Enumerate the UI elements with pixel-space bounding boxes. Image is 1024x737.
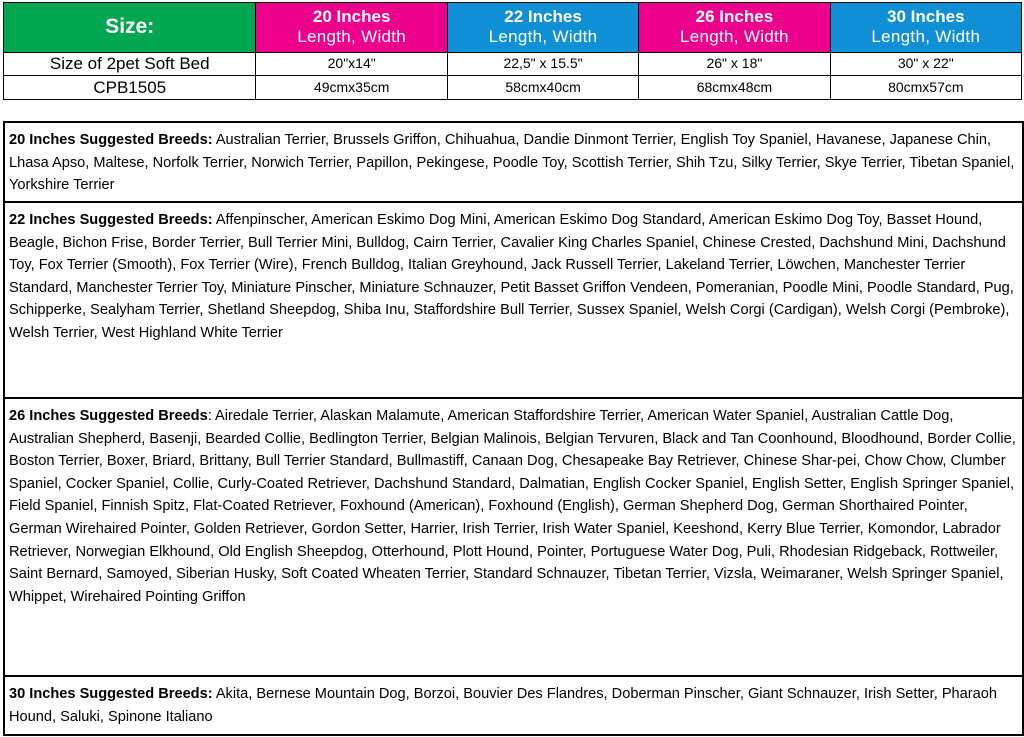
size-column-title: 20 Inches <box>312 7 391 27</box>
size-column-26 <box>639 3 830 53</box>
row-label: Size of 2pet Soft Bed <box>4 52 256 76</box>
table-cell: 20"x14" <box>256 52 447 76</box>
size-column-title: 30 Inches <box>887 7 965 27</box>
size-header-label: Size: <box>105 15 155 39</box>
breeds-26-inches <box>5 399 1022 677</box>
size-column-20 <box>256 3 447 53</box>
size-header-cell <box>4 3 256 53</box>
size-column-subtitle: Length, Width <box>680 27 789 47</box>
breed-section-title: 22 Inches Suggested Breeds: <box>9 212 213 228</box>
size-column-subtitle: Length, Width <box>297 27 407 47</box>
breed-list: Affenpinscher, American Eskimo Dog Mini, American Eskimo Dog Standard, American Eskimo Dog Toy, Basset Hound, Beagle, Bichon Frise, Border Terrier, Bull Terrier Mini, Bulldog, Cairn Terrier, Cavalier King Charles Spaniel, Chinese Crested, Dachshund Mini, Dachshund Toy, Fox Terrier (Smooth), Fox Terrier (Wire), French Bulldog, Italian Greyhound, Jack Russell Terrier, Lakeland Terrier, Löwchen, Manchester Terrier Standard, Manchester Terrier Toy, Miniature Pinscher, Miniature Schnauzer, Petit Basset Griffon Vendeen, Pomeranian, Poodle Mini, Poodle Standard, Pug, Schipperke, Sealyham Terrier, Shetland Sheepdog, Shiba Inu, Staffordshire Bull Terrier, Sussex Spaniel, Welsh Corgi (Cardigan), Welsh Corgi (Pembroke), Welsh Terrier, West Highland White Terrier <box>9 212 1014 341</box>
size-column-subtitle: Length, Width <box>488 27 598 47</box>
size-column-30 <box>830 3 1021 53</box>
table-cell: 22,5" x 15.5" <box>447 52 638 76</box>
table-cell: 68cmx48cm <box>639 76 830 100</box>
breed-list: Akita, Bernese Mountain Dog, Borzoi, Bouvier Des Flandres, Doberman Pinscher, Giant Schnauzer, Irish Setter, Pharaoh Hound, Saluki, Spinone Italiano <box>9 686 997 725</box>
table-row <box>4 76 1022 100</box>
breeds-22-inches <box>5 203 1022 399</box>
size-header-row <box>4 3 1022 53</box>
breed-list: : Airedale Terrier, Alaskan Malamute, American Staffordshire Terrier, American Water Spaniel, Australian Cattle Dog, Australian Shepherd, Basenji, Bearded Collie, Bedlington Terrier, Belgian Malinois, Belgian Tervuren, Black and Tan Coonhound, Bloodhound, Border Collie, Boston Terrier, Boxer, Briard, Brittany, Bull Terrier Standard, Bullmastiff, Canaan Dog, Chesapeake Bay Retriever, Chinese Shar-pei, Chow Chow, Clumber Spaniel, Cocker Spaniel, Collie, Curly-Coated Retriever, Dachshund Standard, Dalmatian, English Cocker Spaniel, English Setter, English Springer Spaniel, Field Spaniel, Finnish Spitz, Flat-Coated Retriever, Foxhound (American), Foxhound (English), German Shepherd Dog, German Shorthaired Pointer, German Wirehaired Pointer, Golden Retriever, Gordon Setter, Harrier, Irish Terrier, Irish Water Spaniel, Keeshond, Kerry Blue Terrier, Komondor, Labrador Retriever, Norwegian Elkhound, Old English Sheepdog, Otterhound, Plott Hound, Pointer, Portuguese Water Dog, Puli, Rhodesian Ridgeback, Rottweiler, Saint Bernard, Samoyed, Siberian Husky, Soft Coated Wheaten Terrier, Standard Schnauzer, Tibetan Terrier, Vizsla, Weimaraner, Welsh Springer Spaniel, Whippet, Wirehaired Pointing Griffon <box>9 408 1016 605</box>
size-column-title: 26 Inches <box>695 7 774 27</box>
table-cell: 30" x 22" <box>830 52 1021 76</box>
table-cell: 58cmx40cm <box>447 76 638 100</box>
size-column-22 <box>447 3 638 53</box>
breed-section-title: 26 Inches Suggested Breeds <box>9 408 208 424</box>
table-cell: 26" x 18" <box>639 52 830 76</box>
breed-section-title: 30 Inches Suggested Breeds: <box>9 686 213 702</box>
breed-section-title: 20 Inches Suggested Breeds: <box>9 132 213 148</box>
breeds-20-inches <box>5 123 1022 203</box>
row-label: CPB1505 <box>4 76 256 100</box>
size-table <box>3 2 1022 100</box>
breed-list: Australian Terrier, Brussels Griffon, Chihuahua, Dandie Dinmont Terrier, English Toy Spaniel, Havanese, Japanese Chin, Lhasa Apso, Maltese, Norfolk Terrier, Norwich Terrier, Papillon, Pekingese, Poodle Toy, Scottish Terrier, Shih Tzu, Silky Terrier, Skye Terrier, Tibetan Spaniel, Yorkshire Terrier <box>9 132 1015 194</box>
size-column-title: 22 Inches <box>504 7 582 27</box>
table-cell: 49cmx35cm <box>256 76 447 100</box>
table-row <box>4 52 1022 76</box>
size-column-subtitle: Length, Width <box>871 27 981 47</box>
suggested-breeds-box <box>3 121 1024 736</box>
breeds-30-inches <box>5 677 1022 734</box>
table-cell: 80cmx57cm <box>830 76 1021 100</box>
